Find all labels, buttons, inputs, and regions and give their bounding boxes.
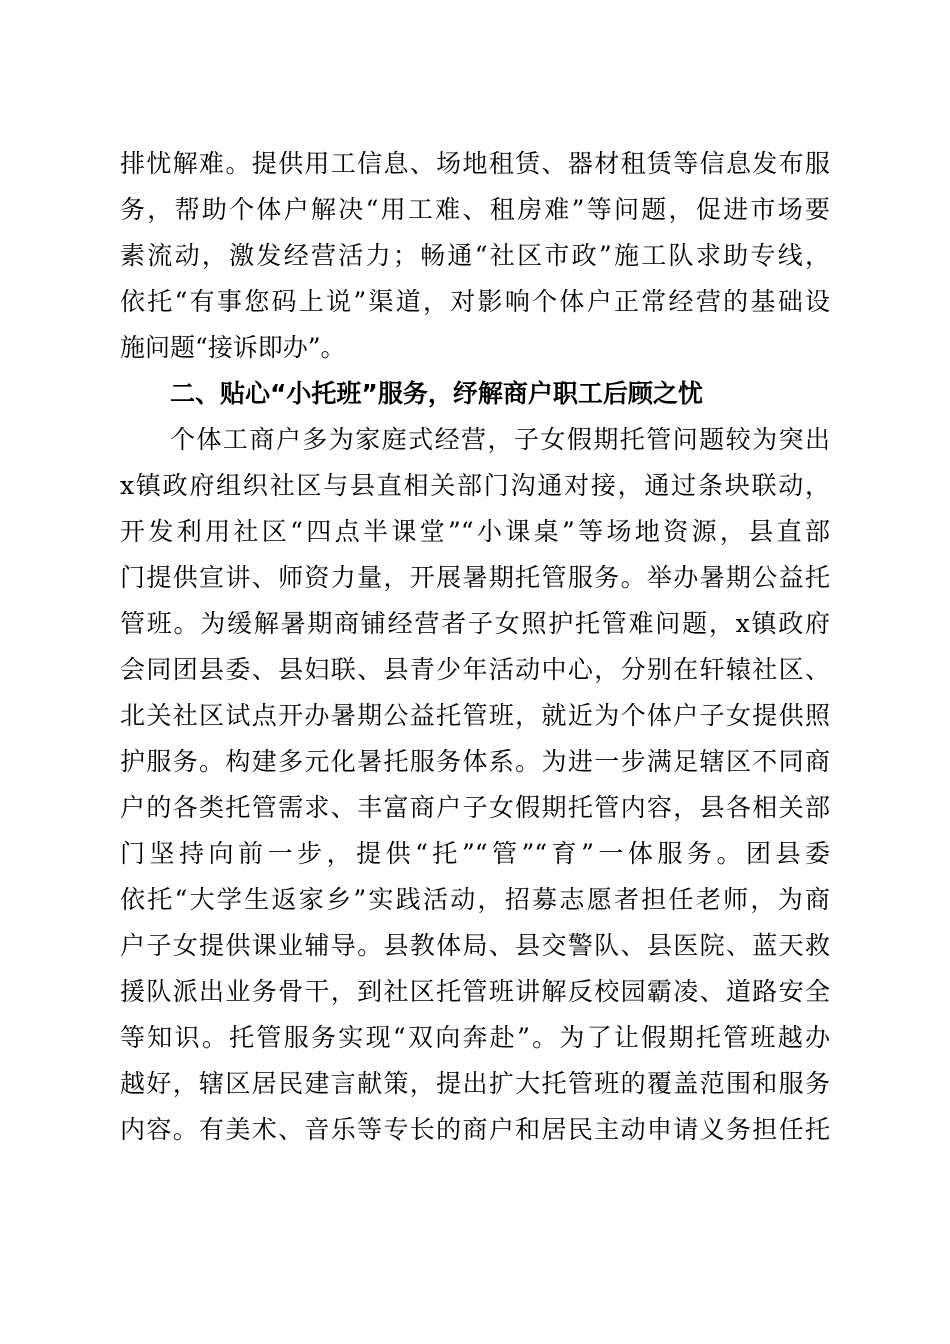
paragraph-1-line: 施问题“接诉即办”。 xyxy=(120,333,346,362)
paragraph-1-line: 素流动，激发经营活力；畅通“社区市政”施工队求助专线， xyxy=(120,241,830,270)
paragraph-2-line: 援队派出业务骨干，到社区托管班讲解反校园霸凌、道路安全 xyxy=(120,977,830,1006)
paragraph-2-line: 门提供宣讲、师资力量，开展暑期托管服务。举办暑期公益托 xyxy=(120,563,830,592)
paragraph-2-line: 开发利用社区“四点半课堂”“小课桌”等场地资源，县直部 xyxy=(120,517,830,546)
paragraph-2-line: 北关社区试点开办暑期公益托管班，就近为个体户子女提供照 xyxy=(120,701,830,730)
paragraph-2-line: 管班。为缓解暑期商铺经营者子女照护托管难问题，x镇政府 xyxy=(120,609,830,638)
paragraph-2-line: 内容。有美术、音乐等专长的商户和居民主动申请义务担任托 xyxy=(120,1115,830,1144)
paragraph-2-line: 个体工商户多为家庭式经营，子女假期托管问题较为突出 xyxy=(170,425,830,454)
paragraph-2-line: 依托“大学生返家乡”实践活动，招募志愿者担任老师，为商 xyxy=(120,885,830,914)
paragraph-1-line: 务，帮助个体户解决“用工难、租房难”等问题，促进市场要 xyxy=(120,195,830,224)
paragraph-1-line: 依托“有事您码上说”渠道，对影响个体户正常经营的基础设 xyxy=(120,287,830,316)
paragraph-2-line: 越好，辖区居民建言献策，提出扩大托管班的覆盖范围和服务 xyxy=(120,1069,830,1098)
paragraph-2-line: 等知识。托管服务实现“双向奔赴”。为了让假期托管班越办 xyxy=(120,1023,830,1052)
section-heading: 二、贴心“小托班”服务，纾解商户职工后顾之忧 xyxy=(170,379,703,408)
paragraph-1-line: 排忧解难。提供用工信息、场地租赁、器材租赁等信息发布服 xyxy=(120,149,830,178)
paragraph-2-line: x镇政府组织社区与县直相关部门沟通对接，通过条块联动， xyxy=(120,471,830,500)
paragraph-2-line: 会同团县委、县妇联、县青少年活动中心，分别在轩辕社区、 xyxy=(120,655,830,684)
paragraph-2-line: 户子女提供课业辅导。县教体局、县交警队、县医院、蓝天救 xyxy=(120,931,830,960)
paragraph-2-line: 门坚持向前一步，提供“托”“管”“育”一体服务。团县委 xyxy=(120,839,830,868)
paragraph-2-line: 护服务。构建多元化暑托服务体系。为进一步满足辖区不同商 xyxy=(120,747,830,776)
paragraph-2-line: 户的各类托管需求、丰富商户子女假期托管内容，县各相关部 xyxy=(120,793,830,822)
